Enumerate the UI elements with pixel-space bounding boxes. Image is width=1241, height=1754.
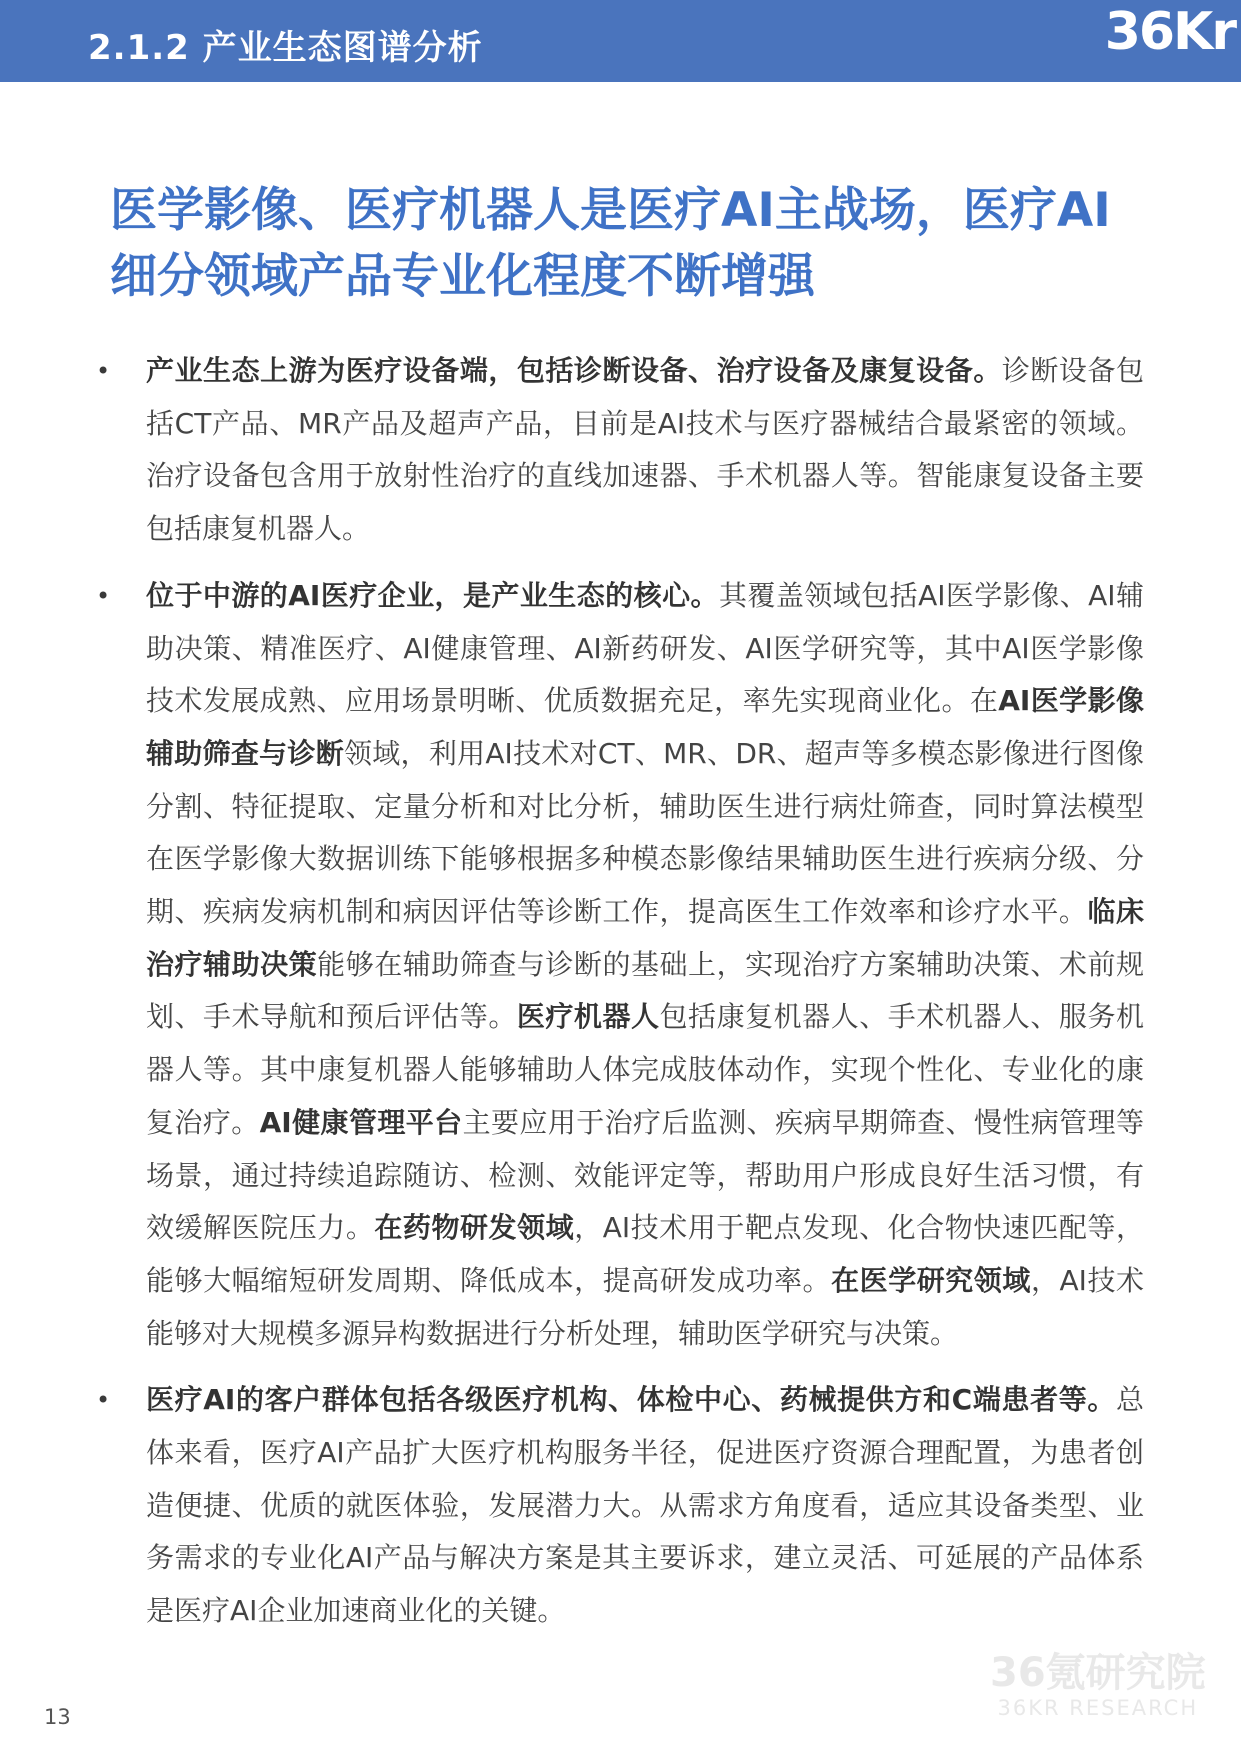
bullet-body: ，AI技术用于靶点发现、化合物快速匹配等，能够大幅缩短研发周期、降低成本，提高研发成功率。: [146, 1211, 1144, 1297]
bold-phrase: 临床治疗辅助决策: [146, 895, 1144, 981]
watermark-en: 36KR RESEARCH: [997, 1696, 1199, 1720]
bullet-midstream: [94, 570, 1144, 1361]
bullet-body: 能够在辅助筛查与诊断的基础上，实现治疗方案辅助决策、术前规划、手术导航和预后评估等。: [146, 947, 1144, 1034]
bullet-icon: •: [96, 581, 111, 610]
bullet-body: 领域，利用AI技术对CT、MR、DR、超声等多模态影像进行图像分割、特征提取、定量分析和对比分析，辅助医生进行病灶筛查，同时算法模型在医学影像大数据训练下能够根据多种模态影像结果辅助医生进行疾病分级、分期、疾病发病机制和病因评估等诊断工作，提高医生工作效率和诊疗水平。: [146, 736, 1144, 929]
brand-logo: [1104, 0, 1241, 82]
bullet-icon: •: [96, 1386, 111, 1415]
bold-phrase: 在药物研发领域: [374, 1211, 575, 1245]
bullet-body: ，AI技术能够对大规模多源异构数据进行分析处理，辅助医学研究与决策。: [146, 1263, 1144, 1350]
page-headline: 医学影像、医疗机器人是医疗AI主战场，医疗AI细分领域产品专业化程度不断增强: [110, 183, 1111, 304]
section-title: 2.1.2 产业生态图谱分析: [88, 28, 483, 68]
bullet-body: 其覆盖领域包括AI医学影像、AI辅助决策、精准医疗、AI健康管理、AI新药研发、AI医学研究等，其中AI医学影像技术发展成熟、应用场景明晰、优质数据充足，率先实现商业化。在: [146, 578, 1145, 718]
bullet-lead: 产业生态上游为医疗设备端，包括诊断设备、治疗设备及康复设备。: [146, 354, 1002, 387]
bullet-paragraph: [146, 345, 1144, 556]
bullet-body: 包括康复机器人、手术机器人、服务机器人等。其中康复机器人能够辅助人体完成肢体动作，实现个性化、专业化的康复治疗。: [146, 1000, 1144, 1139]
logo-text: 36Kr: [1104, 2, 1235, 62]
bold-phrase: 医疗机器人: [516, 1000, 660, 1034]
bullet-body: 诊断设备包括CT产品、MR产品及超声产品，目前是AI技术与医疗器械结合最紧密的领域。治疗设备包含用于放射性治疗的直线加速器、手术机器人等。智能康复设备主要包括康复机器人。: [146, 354, 1144, 546]
bullet-list: [94, 345, 1144, 1652]
bold-phrase: AI健康管理平台: [259, 1105, 463, 1139]
bullet-paragraph: [146, 570, 1144, 1361]
bullet-body: 主要应用于治疗后监测、疾病早期筛查、慢性病管理等场景，通过持续追踪随访、检测、效能评定等，帮助用户形成良好生活习惯，有效缓解医院压力。: [146, 1105, 1144, 1245]
bullet-body: 总体来看，医疗AI产品扩大医疗机构服务半径，促进医疗资源合理配置，为患者创造便捷、优质的就医体验，发展潜力大。从需求方角度看，适应其设备类型、业务需求的专业化AI产品与解决方案是其主要诉求，建立灵活、可延展的产品体系是医疗AI企业加速商业化的关键。: [146, 1383, 1144, 1628]
watermark: [990, 1650, 1206, 1720]
bold-phrase: AI医学影像辅助筛查与诊断: [146, 684, 1144, 770]
bullet-customers: [94, 1374, 1144, 1638]
bullet-icon: •: [96, 357, 111, 385]
bullet-paragraph: [146, 1374, 1144, 1638]
bullet-upstream: [94, 345, 1144, 556]
watermark-cn: 36氪研究院: [990, 1650, 1206, 1696]
header-bar: [0, 0, 1160, 82]
bold-phrase: 在医学研究领域: [831, 1263, 1031, 1297]
bullet-lead: 医疗AI的客户群体包括各级医疗机构、体检中心、药械提供方和C端患者等。: [146, 1383, 1116, 1417]
page-number: 13: [44, 1705, 71, 1729]
bullet-lead: 位于中游的AI医疗企业，是产业生态的核心。: [146, 578, 719, 612]
